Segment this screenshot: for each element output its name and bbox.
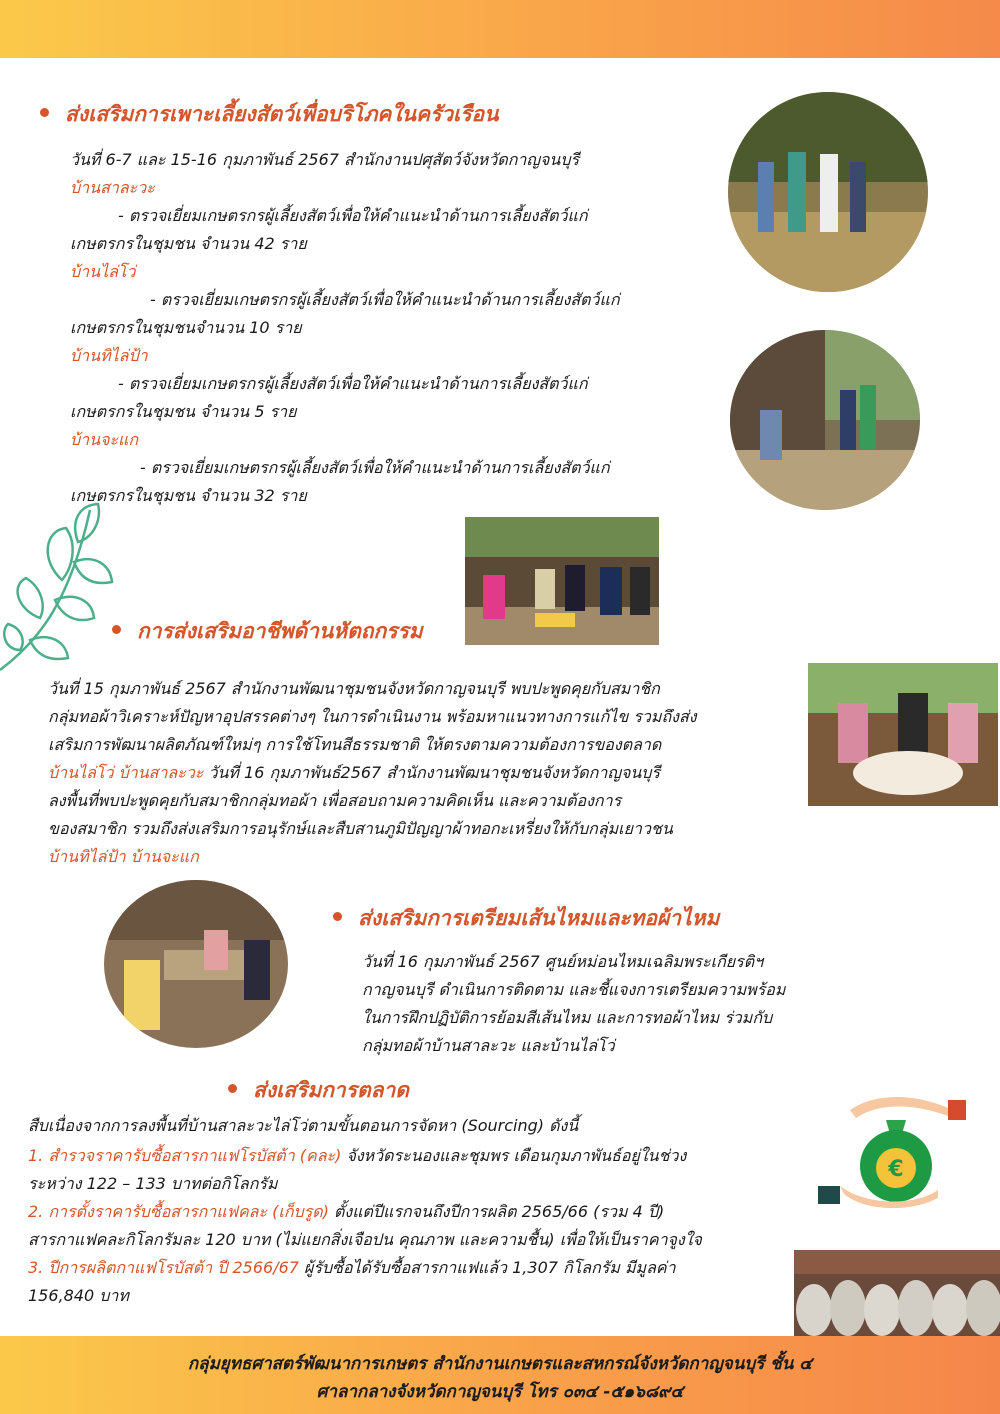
village-detail: เกษตรกรในชุมชน จำนวน 32 ราย bbox=[70, 486, 307, 505]
weaving-group-photo bbox=[808, 663, 998, 806]
village-visit-photo bbox=[730, 330, 920, 510]
section1-intro: วันที่ 6-7 และ 15-16 กุมภาพันธ์ 2567 สำนักงานปศุสัตว์จังหวัดกาญจนบุรี bbox=[70, 150, 580, 169]
section1-heading: ส่งเสริมการเพาะเลี้ยงสัตว์เพื่อบริโภคในครัวเรือน bbox=[40, 98, 498, 131]
section4-heading: ส่งเสริมการตลาด bbox=[228, 1074, 409, 1107]
section3-heading: ส่งเสริมการเตรียมเส้นไหมและทอผ้าไหม bbox=[333, 902, 719, 935]
village-name: บ้านจะแก bbox=[70, 430, 139, 449]
coffee-sacks-photo bbox=[794, 1250, 1000, 1338]
village-detail: - ตรวจเยี่ยมเกษตรกรผู้เลี้ยงสัตว์เพื่อให้คำแนะนำด้านการเลี้ยงสัตว์แก่ bbox=[140, 458, 610, 477]
leaf-decoration-icon bbox=[0, 500, 130, 680]
section2-text: ลงพื้นที่พบปะพูดคุยกับสมาชิกกลุ่มทอผ้า เพื่อสอบถามความคิดเห็น และความต้องการ bbox=[48, 791, 622, 810]
marketing-item: 1. สำรวจราคารับซื้อสารกาแฟโรบัสต้า (คละ) จังหวัดระนองและชุมพร เดือนกุมภาพันธ์อยู่ในช่วง bbox=[28, 1146, 687, 1165]
village-detail: - ตรวจเยี่ยมเกษตรกรผู้เลี้ยงสัตว์เพื่อให้คำแนะนำด้านการเลี้ยงสัตว์แก่ bbox=[118, 374, 588, 393]
header-banner bbox=[0, 0, 1000, 58]
village-name: บ้านสาละวะ bbox=[70, 178, 155, 197]
footer-address-line2: ศาลากลางจังหวัดกาญจนบุรี โทร ๐๓๔ -๕๑๖๘๙๔ bbox=[316, 1382, 684, 1402]
section2-text: บ้านไล่โว่ บ้านสาละวะ วันที่ 16 กุมภาพันธ์2567 สำนักงานพัฒนาชุมชนจังหวัดกาญจนบุรี bbox=[48, 763, 661, 782]
village-detail: เกษตรกรในชุมชน จำนวน 5 ราย bbox=[70, 402, 297, 421]
section2-heading: การส่งเสริมอาชีพด้านหัตถกรรม bbox=[112, 615, 423, 648]
euro-symbol: € bbox=[888, 1157, 904, 1182]
handicraft-meeting-photo bbox=[465, 517, 659, 645]
village-detail: - ตรวจเยี่ยมเกษตรกรผู้เลี้ยงสัตว์เพื่อให้คำแนะนำด้านการเลี้ยงสัตว์แก่ bbox=[118, 206, 588, 225]
village-name: บ้านทิไล่ป้า bbox=[70, 346, 148, 365]
marketing-item: 3. ปีการผลิตกาแฟโรบัสต้า ปี 2566/67 ผู้รับซื้อได้รับซื้อสารกาแฟแล้ว 1,307 กิโลกรัม มีมูลค่า bbox=[28, 1258, 676, 1277]
section3-text: วันที่ 16 กุมภาพันธ์ 2567 ศูนย์หม่อนไหมเฉลิมพระเกียรติฯ bbox=[362, 952, 764, 971]
marketing-item: 156,840 บาท bbox=[28, 1286, 129, 1305]
village-name: บ้านไล่โว่ bbox=[70, 262, 136, 281]
section2-text: ของสมาชิก รวมถึงส่งเสริมการอนุรักษ์และสืบสานภูมิปัญญาผ้าทอกะเหรี่ยงให้กับกลุ่มเยาวชน bbox=[48, 819, 673, 838]
bullet-icon bbox=[112, 625, 121, 634]
section3-text: ในการฝึกปฏิบัติการย้อมสีเส้นไหม และการทอผ้าไหม ร่วมกับ bbox=[362, 1008, 773, 1027]
livestock-visit-photo bbox=[728, 92, 928, 292]
footer-address-line1: กลุ่มยุทธศาสตร์พัฒนาการเกษตร สำนักงานเกษตรและสหกรณ์จังหวัดกาญจนบุรี ชั้น ๔ bbox=[187, 1354, 813, 1374]
marketing-item: สารกาแฟคละกิโลกรัมละ 120 บาท (ไม่แยกสิ่งเจือปน คุณภาพ และความชื้น) เพื่อให้เป็นราคาจูงใจ bbox=[28, 1230, 702, 1249]
section4-intro: สืบเนื่องจากการลงพื้นที่บ้านสาละวะไล่โว่ตามขั้นตอนการจัดหา (Sourcing) ดังนี้ bbox=[28, 1116, 579, 1135]
village-detail: เกษตรกรในชุมชน จำนวน 42 ราย bbox=[70, 234, 307, 253]
village-detail: - ตรวจเยี่ยมเกษตรกรผู้เลี้ยงสัตว์เพื่อให้คำแนะนำด้านการเลี้ยงสัตว์แก่ bbox=[150, 290, 620, 309]
marketing-item: 2. การตั้งราคารับซื้อสารกาแฟคละ (เก็บรูด) ตั้งแต่ปีแรกจนถึงปีการผลิต 2565/66 (รวม 4 ปี) bbox=[28, 1202, 665, 1221]
money-bag-icon bbox=[816, 1090, 968, 1208]
section2-villages: บ้านทิไล่ป้า บ้านจะแก bbox=[48, 847, 199, 866]
section3-text: กาญจนบุรี ดำเนินการติดตาม และชี้แจงการเตรียมความพร้อม bbox=[362, 980, 786, 999]
marketing-item: ระหว่าง 122 – 133 บาทต่อกิโลกรัม bbox=[28, 1174, 278, 1193]
bullet-icon bbox=[40, 108, 49, 117]
section2-text: วันที่ 15 กุมภาพันธ์ 2567 สำนักงานพัฒนาชุมชนจังหวัดกาญจนบุรี พบปะพูดคุยกับสมาชิก bbox=[48, 679, 660, 698]
silk-training-photo bbox=[104, 880, 288, 1048]
bullet-icon bbox=[228, 1084, 237, 1093]
village-detail: เกษตรกรในชุมชนจำนวน 10 ราย bbox=[70, 318, 302, 337]
section2-text: เสริมการพัฒนาผลิตภัณฑ์ใหม่ๆ การใช้โทนสีธรรมชาติ ให้ตรงตามความต้องการของตลาด bbox=[48, 735, 662, 754]
section2-text: กลุ่มทอผ้าวิเคราะห์ปัญหาอุปสรรคต่างๆ ในการดำเนินงาน พร้อมหาแนวทางการแก้ไข รวมถึงส่ง bbox=[48, 707, 697, 726]
bullet-icon bbox=[333, 912, 342, 921]
section3-text: กลุ่มทอผ้าบ้านสาละวะ และบ้านไล่โว่ bbox=[362, 1036, 615, 1055]
